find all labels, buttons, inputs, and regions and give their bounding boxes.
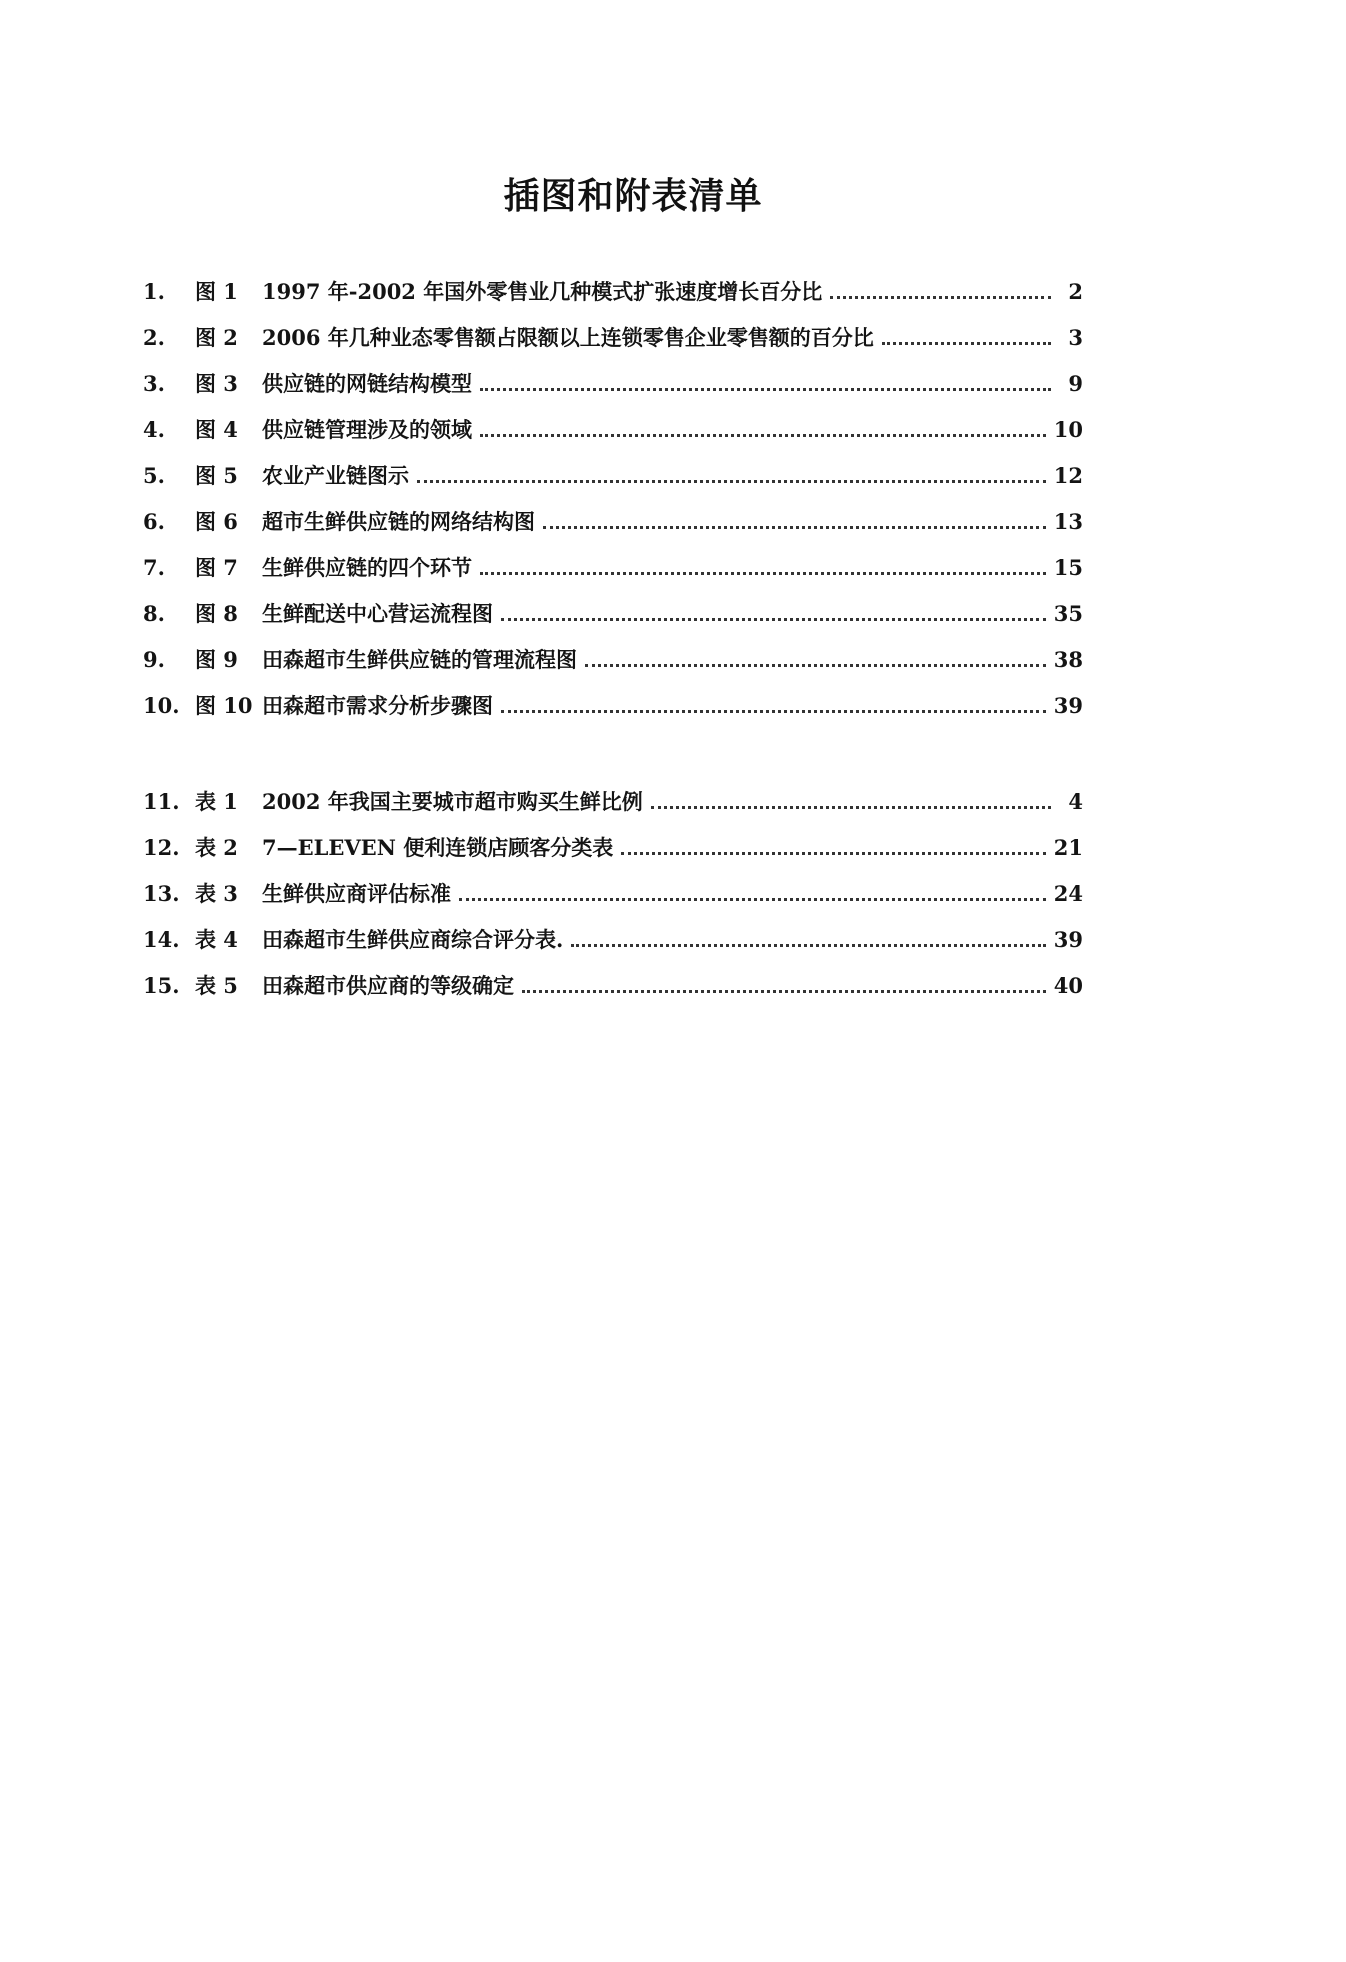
item-ref: 图 3 — [195, 371, 238, 396]
item-page: 12 — [1053, 463, 1083, 488]
item-ref: 图 10 — [195, 693, 253, 718]
dot-leader — [480, 572, 1046, 575]
dot-leader — [480, 434, 1046, 437]
item-page: 39 — [1053, 927, 1083, 952]
list-item — [143, 368, 1083, 414]
item-page: 3 — [1068, 325, 1083, 350]
item-ref: 表 4 — [195, 927, 238, 952]
item-caption: 7—ELEVEN 便利连锁店顾客分类表 — [262, 835, 614, 860]
item-number: 8. — [143, 601, 165, 626]
item-page: 2 — [1068, 279, 1083, 304]
dot-leader — [571, 944, 1045, 947]
item-ref: 图 8 — [195, 601, 238, 626]
item-caption: 生鲜供应商评估标准 — [262, 881, 451, 906]
item-caption: 生鲜配送中心营运流程图 — [262, 601, 493, 626]
dot-leader — [882, 342, 1051, 345]
item-ref: 图 1 — [195, 279, 238, 304]
item-page: 21 — [1053, 835, 1083, 860]
dot-leader — [651, 806, 1051, 809]
list-item — [143, 322, 1083, 368]
item-page: 35 — [1053, 601, 1083, 626]
item-number: 7. — [143, 555, 165, 580]
list-item — [143, 598, 1083, 644]
item-number: 13. — [143, 881, 180, 906]
dot-leader — [501, 710, 1046, 713]
list-item — [143, 506, 1083, 552]
item-ref: 表 2 — [195, 835, 238, 860]
list-item — [143, 832, 1083, 878]
item-ref: 图 4 — [195, 417, 238, 442]
item-number: 3. — [143, 371, 165, 396]
item-ref: 表 5 — [195, 973, 238, 998]
table-list — [143, 786, 1083, 1016]
page-title: 插图和附表清单 — [503, 176, 763, 217]
dot-leader — [830, 296, 1051, 299]
dot-leader — [501, 618, 1046, 621]
item-page: 9 — [1068, 371, 1083, 396]
item-number: 1. — [143, 279, 165, 304]
item-ref: 图 2 — [195, 325, 238, 350]
dot-leader — [417, 480, 1046, 483]
item-page: 15 — [1053, 555, 1083, 580]
item-caption: 田森超市需求分析步骤图 — [262, 693, 493, 718]
list-item — [143, 878, 1083, 924]
item-caption: 农业产业链图示 — [262, 463, 409, 488]
item-number: 2. — [143, 325, 165, 350]
item-caption: 供应链的网链结构模型 — [262, 371, 472, 396]
dot-leader — [522, 990, 1046, 993]
item-caption: 生鲜供应链的四个环节 — [262, 555, 472, 580]
list-item — [143, 644, 1083, 690]
item-number: 10. — [143, 693, 180, 718]
list-item — [143, 276, 1083, 322]
item-ref: 表 3 — [195, 881, 238, 906]
item-caption: 超市生鲜供应链的网络结构图 — [262, 509, 535, 534]
item-page: 38 — [1053, 647, 1083, 672]
item-caption: 田森超市供应商的等级确定 — [262, 973, 514, 998]
item-number: 9. — [143, 647, 165, 672]
item-page: 10 — [1053, 417, 1083, 442]
item-ref: 图 5 — [195, 463, 238, 488]
item-page: 24 — [1053, 881, 1083, 906]
list-item — [143, 970, 1083, 1016]
item-number: 15. — [143, 973, 180, 998]
item-page: 39 — [1053, 693, 1083, 718]
item-number: 5. — [143, 463, 165, 488]
item-ref: 图 6 — [195, 509, 238, 534]
item-caption: 1997 年-2002 年国外零售业几种模式扩张速度增长百分比 — [262, 279, 823, 304]
item-number: 6. — [143, 509, 165, 534]
item-caption: 2006 年几种业态零售额占限额以上连锁零售企业零售额的百分比 — [262, 325, 874, 350]
list-item — [143, 552, 1083, 598]
item-caption: 供应链管理涉及的领域 — [262, 417, 472, 442]
list-item — [143, 460, 1083, 506]
dot-leader — [621, 852, 1046, 855]
list-item — [143, 414, 1083, 460]
item-ref: 图 9 — [195, 647, 238, 672]
dot-leader — [459, 898, 1046, 901]
item-caption: 2002 年我国主要城市超市购买生鲜比例 — [262, 789, 643, 814]
list-item — [143, 690, 1083, 736]
dot-leader — [480, 388, 1051, 391]
list-item — [143, 786, 1083, 832]
list-item — [143, 924, 1083, 970]
item-number: 14. — [143, 927, 180, 952]
item-page: 13 — [1053, 509, 1083, 534]
item-number: 12. — [143, 835, 180, 860]
item-caption: 田森超市生鲜供应商综合评分表. — [262, 927, 564, 952]
dot-leader — [543, 526, 1046, 529]
item-page: 4 — [1068, 789, 1083, 814]
item-caption: 田森超市生鲜供应链的管理流程图 — [262, 647, 577, 672]
figure-list — [143, 276, 1083, 736]
item-page: 40 — [1053, 973, 1083, 998]
dot-leader — [585, 664, 1046, 667]
item-number: 4. — [143, 417, 165, 442]
item-ref: 图 7 — [195, 555, 238, 580]
item-number: 11. — [143, 789, 180, 814]
item-ref: 表 1 — [195, 789, 238, 814]
